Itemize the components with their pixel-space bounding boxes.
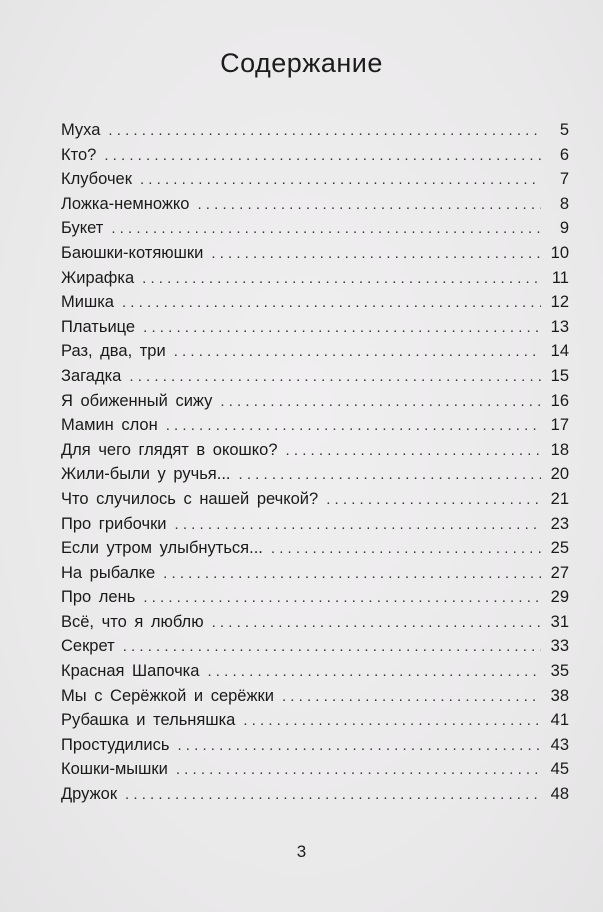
toc-entry — [61, 659, 569, 684]
toc-entry — [61, 364, 569, 389]
toc-dot-leader — [129, 365, 541, 390]
toc-entry — [61, 684, 569, 709]
toc-entry-title: Я обиженный сижу — [61, 391, 213, 410]
toc-dot-leader — [166, 414, 541, 439]
toc-entry — [61, 266, 569, 291]
toc-entry-page: 35 — [550, 662, 569, 681]
toc-entry-title: Баюшки-котяюшки — [61, 243, 204, 262]
toc-entry-page: 11 — [551, 268, 569, 287]
toc-entry-page: 38 — [550, 686, 569, 705]
toc-entry — [61, 315, 569, 340]
toc-entry-title: Если утром улыбнуться... — [61, 539, 263, 558]
toc-entry — [61, 438, 569, 463]
toc-entry — [61, 708, 569, 733]
toc-entry-page: 48 — [550, 785, 569, 804]
toc-entry — [61, 216, 569, 241]
toc-entry-title: На рыбалке — [61, 563, 156, 582]
toc-entry-page: 41 — [550, 711, 569, 730]
toc-entry — [61, 561, 569, 586]
toc-entry-title: Рубашка и тельняшка — [61, 711, 236, 730]
toc-entry-page: 21 — [550, 489, 569, 508]
toc-entry — [61, 192, 569, 217]
toc-entry-title: Жирафка — [61, 268, 135, 287]
toc-dot-leader — [140, 168, 541, 193]
toc-entry-title: Кошки-мышки — [61, 760, 168, 779]
toc-dot-leader — [175, 513, 541, 538]
toc-dot-leader — [123, 635, 541, 660]
toc-dot-leader — [104, 144, 541, 169]
table-of-contents — [61, 118, 569, 807]
toc-entry — [61, 757, 569, 782]
toc-dot-leader — [177, 734, 541, 759]
toc-dot-leader — [207, 660, 541, 685]
toc-entry — [61, 241, 569, 266]
toc-entry-title: Мамин слон — [61, 416, 158, 435]
toc-entry-title: Загадка — [61, 366, 122, 385]
toc-entry — [61, 487, 569, 512]
toc-dot-leader — [197, 193, 541, 218]
toc-entry-page: 33 — [550, 637, 569, 656]
toc-entry-title: Мы с Серёжкой и серёжки — [61, 686, 274, 705]
toc-entry — [61, 782, 569, 807]
toc-entry — [61, 167, 569, 192]
toc-entry-page: 25 — [550, 539, 569, 558]
toc-dot-leader — [282, 685, 541, 710]
toc-entry — [61, 118, 569, 143]
toc-entry-page: 12 — [550, 293, 569, 312]
toc-entry-title: Раз, два, три — [61, 342, 166, 361]
toc-entry-page: 31 — [550, 612, 569, 631]
toc-dot-leader — [176, 758, 541, 783]
toc-entry-title: Дружок — [61, 785, 118, 804]
toc-entry-page: 15 — [550, 366, 569, 385]
toc-entry-page: 45 — [550, 760, 569, 779]
toc-entry-title: Ложка-немножко — [61, 194, 190, 213]
toc-dot-leader — [211, 242, 541, 267]
toc-entry — [61, 610, 569, 635]
toc-dot-leader — [143, 316, 541, 341]
toc-entry-title: Клубочек — [61, 170, 132, 189]
toc-entry-page: 14 — [550, 342, 569, 361]
toc-entry — [61, 339, 569, 364]
toc-dot-leader — [108, 119, 541, 144]
toc-entry-title: Красная Шапочка — [61, 662, 200, 681]
toc-entry — [61, 733, 569, 758]
toc-entry-title: Платьице — [61, 317, 136, 336]
toc-entry-page: 23 — [550, 514, 569, 533]
toc-entry-title: Жили-были у ручья... — [61, 465, 231, 484]
toc-dot-leader — [239, 463, 542, 488]
toc-dot-leader — [174, 340, 541, 365]
toc-entry-title: Простудились — [61, 735, 170, 754]
toc-dot-leader — [111, 217, 541, 242]
toc-dot-leader — [243, 709, 541, 734]
toc-entry-page: 8 — [559, 194, 569, 213]
toc-entry-title: Про лень — [61, 588, 136, 607]
toc-entry-title: Про грибочки — [61, 514, 167, 533]
toc-entry-page: 43 — [550, 735, 569, 754]
toc-entry-title: Секрет — [61, 637, 115, 656]
toc-entry — [61, 413, 569, 438]
toc-dot-leader — [271, 537, 541, 562]
toc-entry-title: Мишка — [61, 293, 114, 312]
page-number: 3 — [296, 842, 307, 861]
toc-dot-leader — [163, 562, 541, 587]
toc-dot-leader — [220, 390, 541, 415]
toc-dot-leader — [122, 291, 541, 316]
toc-entry-page: 29 — [550, 588, 569, 607]
toc-entry — [61, 585, 569, 610]
toc-entry-title: Для чего глядят в окошко? — [61, 440, 278, 459]
toc-entry — [61, 290, 569, 315]
toc-entry-title: Кто? — [61, 145, 97, 164]
toc-entry — [61, 462, 569, 487]
toc-entry — [61, 634, 569, 659]
toc-entry-title: Что случилось с нашей речкой? — [61, 489, 319, 508]
toc-dot-leader — [286, 439, 541, 464]
toc-entry-page: 13 — [550, 317, 569, 336]
toc-dot-leader — [143, 586, 541, 611]
toc-entry-page: 27 — [550, 563, 569, 582]
toc-dot-leader — [125, 783, 541, 808]
toc-entry — [61, 389, 569, 414]
toc-entry — [61, 536, 569, 561]
toc-entry-page: 5 — [559, 121, 569, 139]
toc-entry-title: Муха — [61, 121, 101, 139]
toc-entry-title: Букет — [61, 219, 104, 238]
toc-entry-title: Всё, что я люблю — [61, 612, 204, 631]
toc-entry-page: 20 — [550, 465, 569, 484]
toc-dot-leader — [326, 488, 541, 513]
toc-entry-page: 17 — [550, 416, 569, 435]
page-title: Содержание — [220, 48, 383, 78]
toc-entry-page: 10 — [550, 243, 569, 262]
toc-entry — [61, 143, 569, 168]
toc-entry-page: 18 — [550, 440, 569, 459]
toc-dot-leader — [212, 611, 541, 636]
toc-entry-page: 6 — [559, 145, 569, 164]
toc-entry-page: 9 — [559, 219, 569, 238]
toc-entry-page: 16 — [550, 391, 569, 410]
toc-entry-page: 7 — [559, 170, 569, 189]
toc-dot-leader — [142, 267, 541, 292]
toc-entry — [61, 512, 569, 537]
